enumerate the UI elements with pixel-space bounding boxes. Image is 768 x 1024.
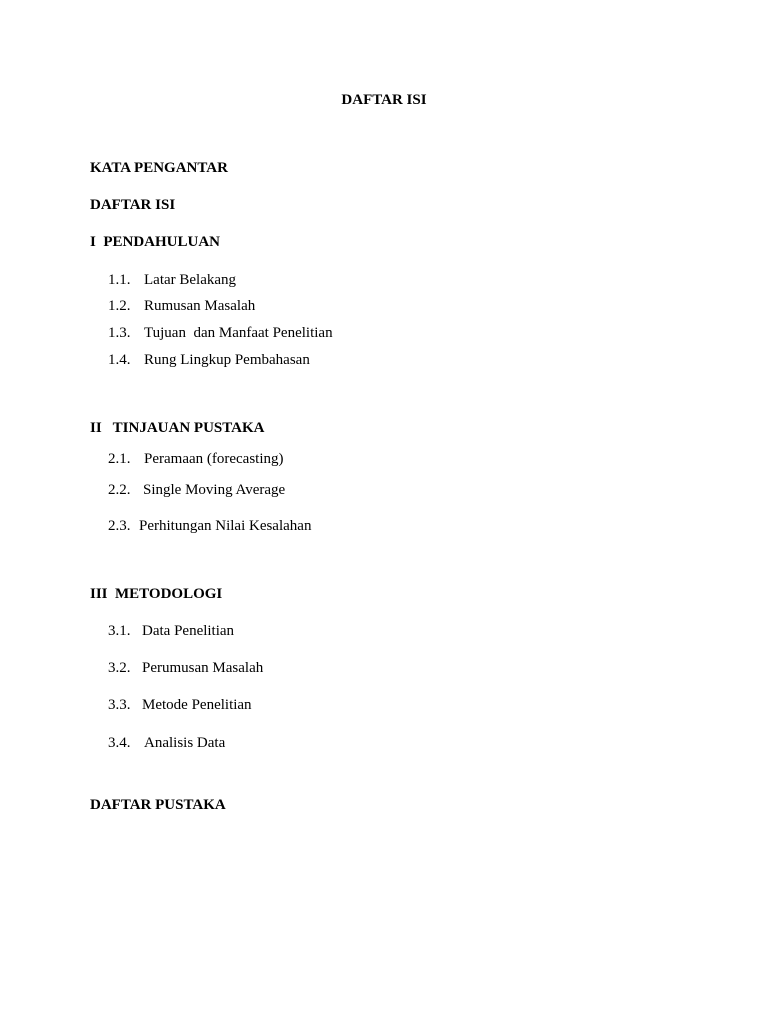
toc-item-label: Tujuan dan Manfaat Penelitian — [144, 325, 333, 341]
toc-item-label: Rumusan Masalah — [144, 298, 256, 314]
toc-item-number: 1.4. — [108, 352, 131, 368]
toc-item-number: 3.2. — [108, 660, 131, 676]
toc-item-number: 3.1. — [108, 623, 131, 639]
toc-item-label: Single Moving Average — [143, 482, 286, 498]
toc-item-1-2 — [108, 298, 255, 315]
toc-item-number: 2.3. — [108, 518, 131, 534]
toc-item-number: 1.1. — [108, 272, 131, 288]
toc-item-2-2 — [108, 482, 285, 499]
toc-item-3-2 — [108, 660, 263, 677]
toc-heading-bab1: I PENDAHULUAN — [90, 234, 221, 250]
toc-item-number: 1.2. — [108, 298, 131, 314]
toc-heading-bab2: II TINJAUAN PUSTAKA — [90, 420, 265, 436]
toc-item-label: Perhitungan Nilai Kesalahan — [139, 518, 312, 534]
toc-item-1-3 — [108, 325, 333, 342]
toc-item-label: Rung Lingkup Pembahasan — [144, 352, 310, 368]
toc-item-1-4 — [108, 352, 310, 369]
toc-item-number: 3.4. — [108, 735, 131, 751]
toc-item-label: Analisis Data — [144, 735, 226, 751]
toc-item-label: Peramaan (forecasting) — [144, 451, 284, 467]
toc-item-label: Metode Penelitian — [142, 697, 252, 713]
toc-item-3-3 — [108, 697, 252, 714]
toc-item-number: 3.3. — [108, 697, 131, 713]
toc-heading-daftar-pustaka: DAFTAR PUSTAKA — [90, 797, 226, 813]
toc-item-label: Data Penelitian — [142, 623, 235, 639]
toc-item-3-4 — [108, 735, 225, 752]
toc-item-2-1 — [108, 451, 284, 468]
toc-heading-bab3: III METODOLOGI — [90, 586, 223, 602]
toc-item-number: 2.2. — [108, 482, 131, 498]
toc-heading-kata-pengantar: KATA PENGANTAR — [90, 160, 228, 176]
toc-heading-daftar-isi: DAFTAR ISI — [90, 197, 176, 213]
page-title: DAFTAR ISI — [341, 92, 427, 108]
toc-item-number: 2.1. — [108, 451, 131, 467]
toc-item-1-1 — [108, 272, 236, 289]
toc-item-number: 1.3. — [108, 325, 131, 341]
toc-item-label: Perumusan Masalah — [142, 660, 264, 676]
toc-item-3-1 — [108, 623, 234, 640]
toc-item-label: Latar Belakang — [144, 272, 237, 288]
toc-item-2-3 — [108, 518, 311, 535]
